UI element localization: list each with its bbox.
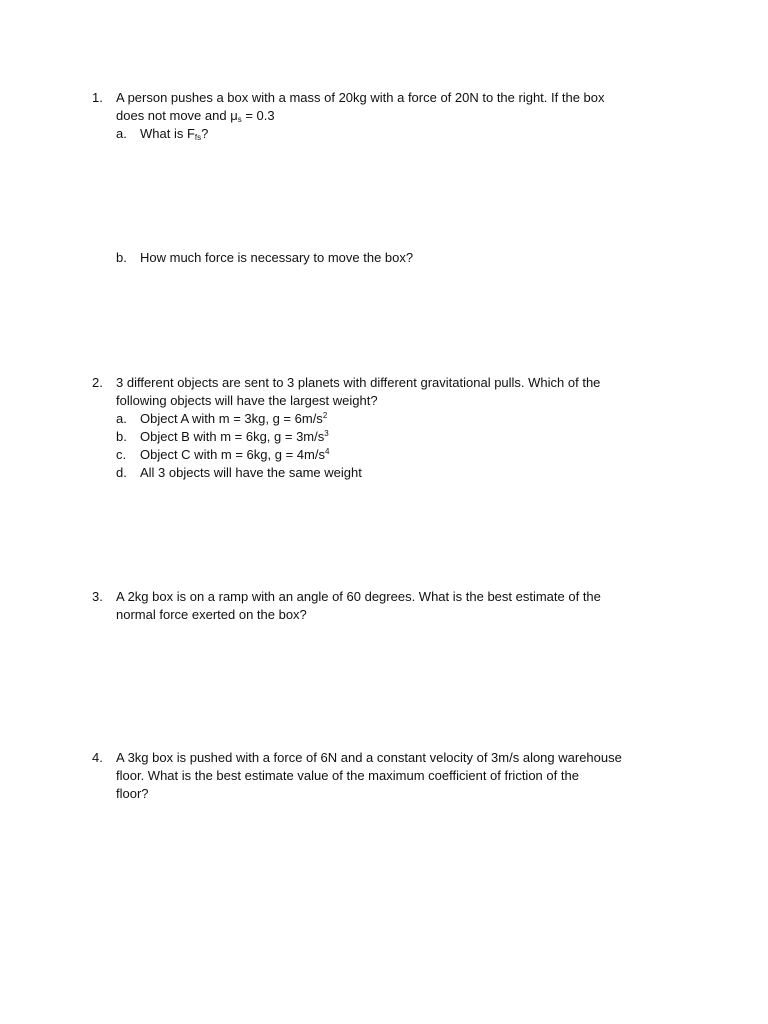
option-c-body: Object C with m = 6kg, g = 4m/s <box>140 447 325 462</box>
question-3-text-line-1: A 2kg box is on a ramp with an angle of 60 degrees. What is the best estimate of the <box>116 589 601 604</box>
question-2-text-line-1: 3 different objects are sent to 3 planets with different gravitational pulls. Which of the <box>116 375 601 390</box>
question-1-line-2-suffix: = 0.3 <box>241 108 275 123</box>
option-b-label: b. <box>116 429 127 444</box>
mu-subscript: s <box>237 115 242 124</box>
option-c-exponent: 4 <box>324 447 330 456</box>
question-1-line-2-prefix: does not move and <box>116 108 231 123</box>
question-1-part-b-label: b. <box>116 250 127 265</box>
option-a-text <box>140 410 327 428</box>
part-a-subscript: fs <box>194 133 202 142</box>
question-1-text-line-1: A person pushes a box with a mass of 20kg with a force of 20N to the right. If the box <box>116 90 605 105</box>
question-1-text-line-2 <box>116 107 275 125</box>
option-c-label: c. <box>116 447 127 462</box>
question-4-number: 4. <box>92 750 103 765</box>
option-c-text <box>140 446 329 464</box>
question-1-part-b-text: How much force is necessary to move the box? <box>140 250 414 265</box>
option-a-exponent: 2 <box>322 411 328 420</box>
option-d-text: All 3 objects will have the same weight <box>140 465 362 480</box>
question-3-text-line-2: normal force exerted on the box? <box>116 607 307 622</box>
question-3-number: 3. <box>92 589 103 604</box>
part-a-text-prefix: What is F <box>140 126 195 141</box>
option-b-body: Object B with m = 6kg, g = 3m/s <box>140 429 325 444</box>
option-b-text <box>140 428 329 446</box>
option-a-body: Object A with m = 3kg, g = 6m/s <box>140 411 323 426</box>
question-2-number: 2. <box>92 375 103 390</box>
option-d-label: d. <box>116 465 127 480</box>
question-1-part-a-label: a. <box>116 126 127 141</box>
question-1-number: 1. <box>92 90 103 105</box>
option-b-exponent: 3 <box>324 429 329 438</box>
mu-symbol: μ <box>230 108 238 123</box>
question-4-text-line-2: floor. What is the best estimate value of the maximum coefficient of friction of the <box>116 768 579 783</box>
question-4-text-line-1: A 3kg box is pushed with a force of 6N and a constant velocity of 3m/s along warehouse <box>116 750 622 765</box>
question-4-text-line-3: floor? <box>116 786 149 801</box>
part-a-text-suffix: ? <box>201 126 209 141</box>
option-a-label: a. <box>116 411 127 426</box>
question-2-text-line-2: following objects will have the largest weight? <box>116 393 378 408</box>
question-1-part-a-text <box>140 125 208 143</box>
